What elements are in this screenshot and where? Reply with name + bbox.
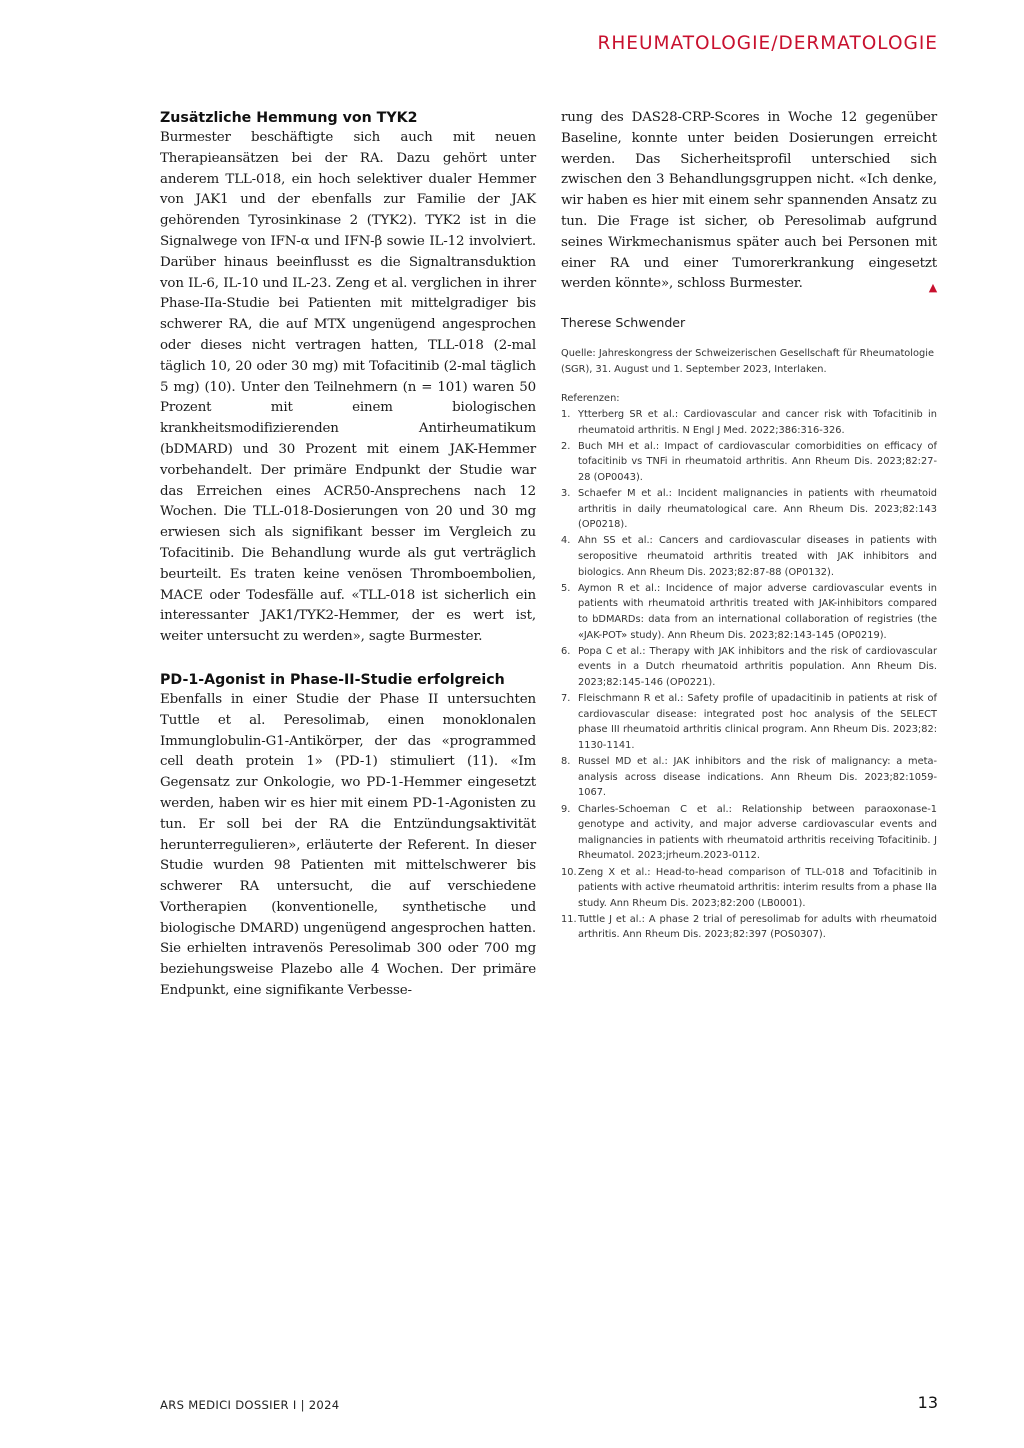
left-column [160, 108, 536, 1002]
reference-text: Buch MH et al.: Impact of cardiovascular comorbidities on efficacy of tofacitinib vs TNFi in rheumatoid arthritis. Ann Rheum Dis. 2023;82:27-28 (OP0043). [578, 440, 937, 483]
reference-item [561, 754, 937, 801]
publication-footer: ARS MEDICI DOSSIER I | 2024 [160, 1398, 340, 1412]
reference-text: Tuttle J et al.: A phase 2 trial of peresolimab for adults with rheumatoid arthritis. Ann Rheum Dis. 2023;82:397 (POS0307). [578, 913, 937, 941]
reference-number: 5. [561, 582, 571, 594]
reference-number: 10. [561, 866, 577, 878]
reference-number: 11. [561, 913, 577, 925]
reference-item [561, 865, 937, 912]
reference-text: Popa C et al.: Therapy with JAK inhibitors and the risk of cardiovascular events in a Dutch rheumatoid arthritis population. Ann Rheum Dis. 2023;82:145-146 (OP0221). [578, 645, 937, 689]
reference-item [561, 802, 937, 864]
reference-number: 8. [561, 756, 571, 768]
reference-text: Schaefer M et al.: Incident malignancies in patients with rheumatoid arthritis in daily rheumatological care. Ann Rheum Dis. 2023;82:143 (OP0218). [578, 488, 937, 531]
references-title: Referenzen: [561, 393, 620, 405]
reference-item [561, 912, 937, 943]
reference-number: 1. [561, 408, 571, 420]
reference-number: 9. [561, 803, 571, 815]
reference-number: 7. [561, 693, 571, 705]
reference-text: Ytterberg SR et al.: Cardiovascular and cancer risk with Tofacitinib in rheumatoid arthritis. N Engl J Med. 2022;386:316-326. [578, 408, 937, 436]
reference-item [561, 581, 937, 643]
reference-item [561, 691, 937, 753]
page-number: 13 [917, 1393, 938, 1412]
section-header: RHEUMATOLOGIE/DERMATOLOGIE [597, 33, 938, 54]
references-list [561, 407, 937, 943]
section-body-pd1: Ebenfalls in einer Studie der Phase II untersuchten Tuttle et al. Peresolimab, einen monoklonalen Immunglobulin-G1-Antikörper, der das «programmed cell death protein 1» (PD-1) stimuliert (11). «Im Gegensatz zur Onkologie, wo PD-1-Hemmer eingesetzt werden, haben wir es hier mit einem PD-1-Agonisten zu tun. Er soll bei der RA die Entzündungsaktivität herunterregulieren», erläuterte der Referent. In dieser Studie wurden 98 Patienten mit mittelschwerer bis schwerer RA untersucht, die auf verschiedene Vortherapien (konventionelle, synthetische und biologische DMARD) ungenügend angesprochen hatten. Sie erhielten intravenös Peresolimab 300 oder 700 mg beziehungsweise Plazebo alle 4 Wochen. Der primäre Endpunkt, eine signifikante Verbesse- [160, 691, 536, 999]
reference-text: Russel MD et al.: JAK inhibitors and the risk of malignancy: a meta-analysis across disease indications. Ann Rheum Dis. 2023;82:1059-1067. [578, 756, 937, 799]
reference-text: Ahn SS et al.: Cancers and cardiovascular diseases in patients with seropositive rheumatoid arthritis treated with JAK inhibitors and biologics. Ann Rheum Dis. 2023;82:87-88 (OP0132). [578, 535, 937, 578]
reference-item [561, 644, 937, 691]
continuation-body: rung des DAS28-CRP-Scores in Woche 12 gegenüber Baseline, konnte unter beiden Dosierungen erreicht werden. Das Sicherheitsprofil unterschied sich zwischen den 3 Behandlungsgruppen nicht. «Ich denke, wir haben es hier mit einem sehr spannenden Ansatz zu tun. Die Frage ist sicher, ob Peresolimab aufgrund seines Wirkmechanismus später auch bei Personen mit einer RA und einer Tumorerkrankung eingesetzt werden könnte», schloss Burmester. [561, 110, 937, 292]
source-note: Quelle: Jahreskongress der Schweizerischen Gesellschaft für Rheumatologie (SGR), 31. August und 1. September 2023, Interlaken. [561, 348, 934, 375]
reference-number: 3. [561, 488, 571, 500]
continuation-text [561, 108, 937, 295]
reference-text: Charles-Schoeman C et al.: Relationship between paraoxonase-1 genotype and activity, and major adverse cardiovascular events and malignancies in patients with rheumatoid arthritis receiving Tofacitinib. J Rheumatol. 2023;jrheum.2023-0112. [578, 803, 937, 862]
reference-number: 4. [561, 535, 571, 547]
author-name: Therese Schwender [561, 315, 686, 331]
reference-text: Aymon R et al.: Incidence of major adverse cardiovascular events in patients with rheumatoid arthritis treated with JAK-inhibitors compared to bDMARDs: data from an international collaboration of registries (the «JAK-POT» study). Ann Rheum Dis. 2023;82:143-145 (OP0219). [578, 582, 937, 641]
end-of-article-icon: ▲ [928, 281, 937, 295]
reference-text: Fleischmann R et al.: Safety profile of upadacitinib in patients at risk of cardiovascular disease: integrated post hoc analysis of the SELECT phase III rheumatoid arthritis clinical program. Ann Rheum Dis. 2023;82: 1130-1141. [578, 693, 937, 751]
reference-text: Zeng X et al.: Head-to-head comparison of TLL-018 and Tofacitinib in patients with active rheumatoid arthritis: interim results from a phase IIa study. Ann Rheum Dis. 2023;82:200 (LB0001). [578, 866, 937, 909]
reference-item [561, 486, 937, 533]
reference-item [561, 533, 937, 580]
section-heading-pd1: PD-1-Agonist in Phase-II-Studie erfolgreich [160, 671, 505, 688]
right-column [561, 108, 937, 944]
section-heading-tyk2: Zusätzliche Hemmung von TYK2 [160, 110, 418, 126]
reference-number: 2. [561, 440, 571, 452]
reference-item [561, 439, 937, 486]
reference-item [561, 407, 937, 438]
section-body-tyk2: Burmester beschäftigte sich auch mit neuen Therapieansätzen bei der RA. Dazu gehört unter anderem TLL-018, ein hoch selektiver dualer Hemmer von JAK1 und der ebenfalls zur Familie der JAK gehörenden Tyrosinkinase 2 (TYK2). TYK2 ist in die Signalwege von IFN-α und IFN-β sowie IL-12 involviert. Darüber hinaus beeinflusst es die Signaltransduktion von IL-6, IL-10 und IL-23. Zeng et al. verglichen in ihrer Phase-IIa-Studie bei Patienten mit mittelgradiger bis schwerer RA, die auf MTX ungenügend angesprochen oder dieses nicht vertragen hatten, TLL-018 (2-mal täglich 10, 20 oder 30 mg) mit Tofacitinib (2-mal täglich 5 mg) (10). Unter den Teilnehmern (n = 101) waren 50 Prozent mit einem biologischen krankheitsmodifizierenden Antirheumatikum (bDMARD) und 30 Prozent mit einem JAK-Hemmer vorbehandelt. Der primäre Endpunkt der Studie war das Erreichen eines ACR50-Ansprechens nach 12 Wochen. Die TLL-018-Dosierungen von 20 und 30 mg erwiesen sich als signifikant besser im Vergleich zu Tofacitinib. Die Behandlung wurde als gut verträglich beurteilt. Es traten keine venösen Thromboembolien, MACE oder Todesfälle auf. «TLL-018 ist sicherlich ein interessanter JAK1/TYK2-Hemmer, der es wert ist, weiter untersucht zu werden», sagte Burmester. [160, 130, 536, 645]
reference-number: 6. [561, 645, 571, 657]
